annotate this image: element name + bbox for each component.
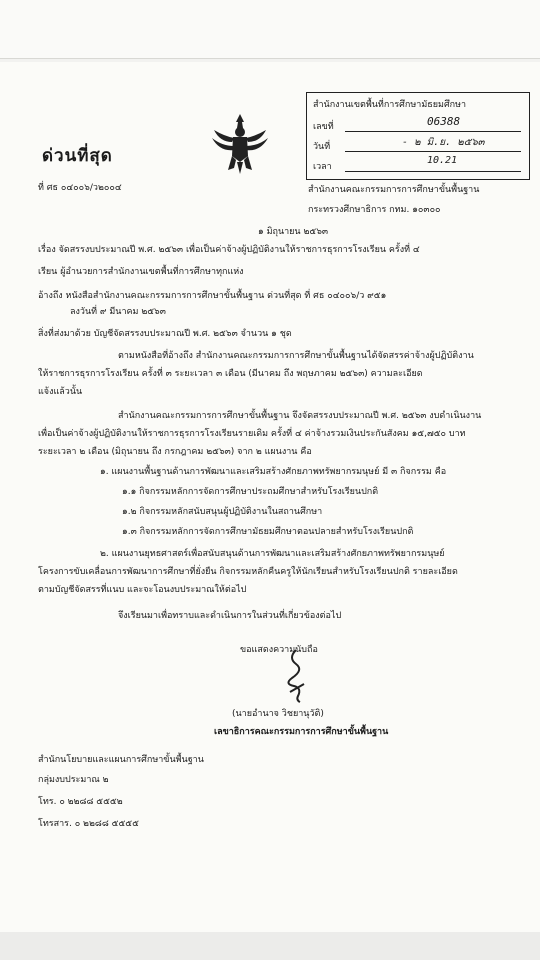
footer-group: กลุ่มงบประมาณ ๒ — [38, 775, 109, 785]
footer-fax: โทรสาร. ๐ ๒๒๘๘ ๕๕๕๕ — [38, 819, 139, 829]
enclosure-line: สิ่งที่ส่งมาด้วย บัญชีจัดสรรงบประมาณปี พ.ศ. ๒๕๖๓ จำนวน ๑ ชุด — [38, 329, 292, 339]
paragraph2-line3: ระยะเวลา ๒ เดือน (มิถุนายน ถึง กรกฎาคม ๒๕๖๓) จาก ๒ แผนงาน คือ — [38, 447, 312, 457]
signer-name: (นายอำนาจ วิชยานุวัติ) — [232, 709, 324, 719]
reference-date: ลงวันที่ ๙ มีนาคม ๒๕๖๓ — [70, 307, 166, 317]
paragraph1-line2: ให้ราชการธุรการโรงเรียน ครั้งที่ ๓ ระยะเวลา ๓ เดือน (มีนาคม ถึง พฤษภาคม ๒๕๖๓) ความละเอียด — [38, 369, 423, 379]
office-name: สำนักงานคณะกรรมการการศึกษาขั้นพื้นฐาน — [308, 185, 480, 195]
received-stamp — [306, 92, 530, 180]
reference-number: ที่ ศธ ๐๔๐๐๖/ว๒๐๐๔ — [38, 183, 122, 193]
subject-line: เรื่อง จัดสรรงบประมาณปี พ.ศ. ๒๕๖๓ เพื่อเป็นค่าจ้างผู้ปฏิบัติงานให้ราชการธุรการโรงเรียน ครั้งที่ ๔ — [38, 245, 420, 255]
paragraph1-line1: ตามหนังสือที่อ้างถึง สำนักงานคณะกรรมการการศึกษาขั้นพื้นฐานได้จัดสรรค่าจ้างผู้ปฏิบัติงาน — [118, 351, 474, 361]
paragraph2-line1: สำนักงานคณะกรรมการการศึกษาขั้นพื้นฐาน จึงจัดสรรงบประมาณปี พ.ศ. ๒๕๖๓ งบดำเนินงาน — [118, 411, 482, 421]
bottom-background — [0, 932, 540, 960]
paragraph1-line3: แจ้งแล้วนั้น — [38, 387, 83, 397]
top-background — [0, 0, 540, 59]
signer-title: เลขาธิการคณะกรรมการการศึกษาขั้นพื้นฐาน — [214, 727, 389, 737]
footer-department: สำนักนโยบายและแผนการศึกษาขั้นพื้นฐาน — [38, 755, 204, 765]
stamp-date-label: วันที่ — [313, 142, 331, 152]
office-address: กระทรวงศึกษาธิการ กทม. ๑๐๓๐๐ — [308, 205, 441, 215]
closing-line: จึงเรียนมาเพื่อทราบและดำเนินการในส่วนที่เกี่ยวข้องต่อไป — [118, 611, 342, 621]
garuda-emblem-icon — [210, 112, 270, 176]
plan-item-1-3: ๑.๓ กิจกรรมหลักการจัดการศึกษามัธยมศึกษาตอนปลายสำหรับโรงเรียนปกติ — [122, 527, 414, 537]
stamp-time-label: เวลา — [313, 162, 332, 172]
stamp-no-label: เลขที่ — [313, 122, 334, 132]
plan-item-2-line3: ตามบัญชีจัดสรรที่แนบ และจะโอนงบประมาณให้ต่อไป — [38, 585, 247, 595]
plan-item-1-2: ๑.๒ กิจกรรมหลักสนับสนุนผู้ปฏิบัติงานในสถานศึกษา — [122, 507, 323, 517]
paragraph2-line2: เพื่อเป็นค่าจ้างผู้ปฏิบัติงานให้ราชการธุรการโรงเรียนรายเดิม ครั้งที่ ๔ ค่าจ้างรวมเงินประกันสังคม ๑๕,๗๕๐ บาท — [38, 429, 466, 439]
stamp-no-value: 06388 — [427, 115, 461, 128]
signature-mark — [278, 648, 314, 704]
stamp-date-value: - ๒ มิ.ย. ๒๕๖๓ — [402, 137, 485, 148]
recipient-line: เรียน ผู้อำนวยการสำนักงานเขตพื้นที่การศึกษาทุกแห่ง — [38, 267, 244, 277]
plan-item-2-line1: ๒. แผนงานยุทธศาสตร์เพื่อสนับสนุนด้านการพัฒนาและเสริมสร้างศักยภาพทรัพยากรมนุษย์ — [100, 549, 445, 559]
plan-item-2-line2: โครงการขับเคลื่อนการพัฒนาการศึกษาที่ยั่งยืน กิจกรรมหลักคืนครูให้นักเรียนสำหรับโรงเรียนปกติ รายละเอียด — [38, 567, 458, 577]
footer-phone: โทร. ๐ ๒๒๘๘ ๕๕๕๒ — [38, 797, 123, 807]
stamp-org: สำนักงานเขตพื้นที่การศึกษามัธยมศึกษา — [313, 100, 467, 110]
urgent-label: ด่วนที่สุด — [42, 146, 113, 166]
plan-item-1: ๑. แผนงานพื้นฐานด้านการพัฒนาและเสริมสร้างศักยภาพทรัพยากรมนุษย์ มี ๓ กิจกรรม คือ — [100, 467, 447, 477]
reference-line: อ้างถึง หนังสือสำนักงานคณะกรรมการการศึกษาขั้นพื้นฐาน ด่วนที่สุด ที่ ศธ ๐๔๐๐๖/ว ๙๕๑ — [38, 291, 387, 301]
plan-item-1-1: ๑.๑ กิจกรรมหลักการจัดการศึกษาประถมศึกษาสำหรับโรงเรียนปกติ — [122, 487, 379, 497]
document-date: ๑ มิถุนายน ๒๕๖๓ — [258, 227, 329, 237]
stamp-time-value: 10.21 — [427, 155, 458, 166]
regards-line: ขอแสดงความนับถือ — [240, 645, 318, 655]
